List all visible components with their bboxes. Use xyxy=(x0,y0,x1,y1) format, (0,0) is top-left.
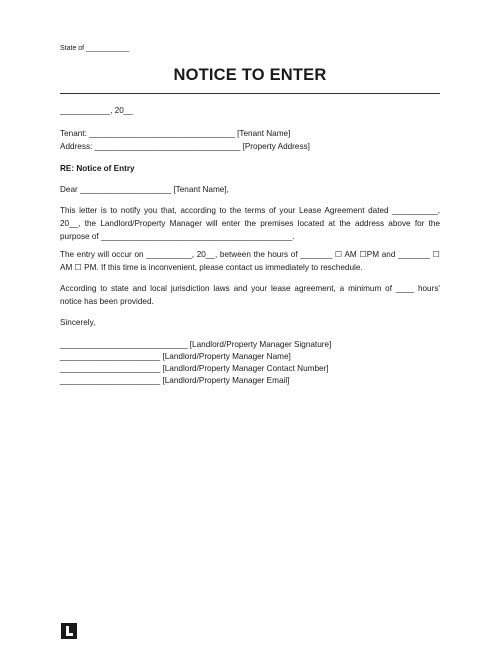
name-line: ______________________ [Landlord/Property Manager Name] xyxy=(60,352,291,361)
email-line: ______________________ [Landlord/Property Manager Email] xyxy=(60,376,290,385)
address-line: Address: ________________________________ [Property Address] xyxy=(60,142,310,151)
paragraph-notification: This letter is to notify you that, according to the terms of your Lease Agreement dated __________, 20__, the Landlord/Property Manager will enter the premises located at the address above for the purpose of __________________________________________. xyxy=(60,206,440,241)
contact-number-line: ______________________ [Landlord/Property Manager Contact Number] xyxy=(60,364,329,373)
closing: Sincerely, xyxy=(60,318,96,327)
tenant-line: Tenant: ________________________________ [Tenant Name] xyxy=(60,129,291,138)
document-logo-icon xyxy=(60,622,78,640)
paragraph-notice-period: According to state and local jurisdiction laws and your lease agreement, a minimum of ____ hours' notice has been provided. xyxy=(60,284,440,306)
re-line: RE: Notice of Entry xyxy=(60,164,135,173)
salutation: Dear ____________________ [Tenant Name], xyxy=(60,185,229,194)
paragraph-entry-time: The entry will occur on __________, 20__, between the hours of _______ ☐ AM ☐PM and _______ ☐ AM ☐ PM. If this time is inconvenient, please contact us immediately to reschedule. xyxy=(60,250,440,272)
signature-line: ____________________________ [Landlord/Property Manager Signature] xyxy=(60,340,332,349)
date-line: ___________, 20__ xyxy=(60,106,133,115)
title-divider xyxy=(60,93,440,94)
state-line: State of ___________ xyxy=(60,45,129,52)
document-title: NOTICE TO ENTER xyxy=(173,66,327,84)
